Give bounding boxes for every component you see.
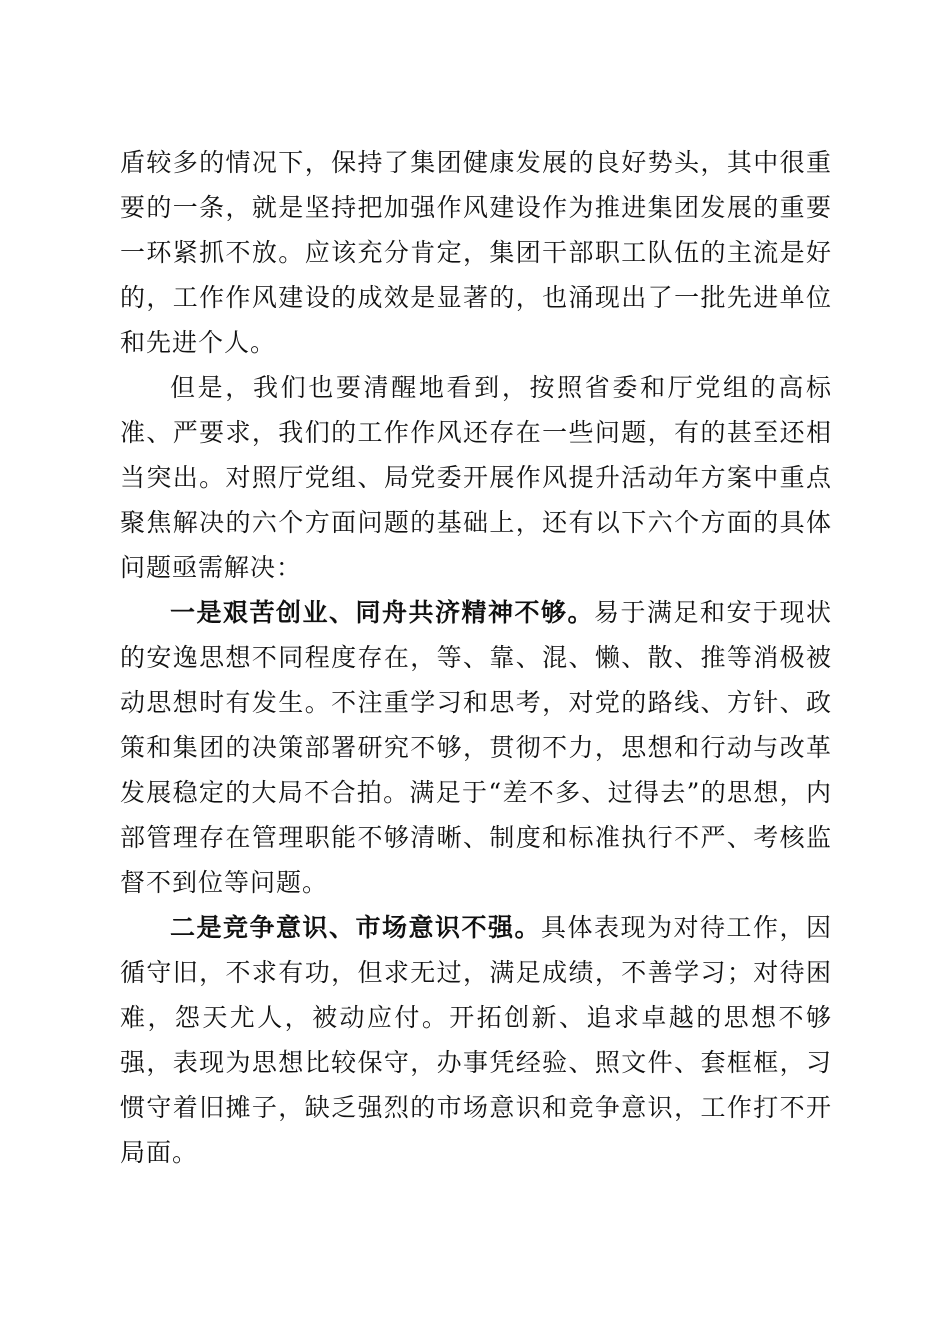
paragraph-point-two (120, 905, 832, 1175)
paragraph-continuation (120, 140, 832, 365)
paragraph-lead-heading: 二是竞争意识、市场意识不强。 (170, 913, 541, 942)
paragraph-problems-intro (120, 365, 832, 590)
paragraph-text: 盾较多的情况下，保持了集团健康发展的良好势头，其中很重要的一条，就是坚持把加强作风建设作为推进集团发展的重要一环紧抓不放。应该充分肯定，集团干部职工队伍的主流是好的，工作作风建设的成效是显著的，也涌现出了一批先进单位和先进个人。 (120, 148, 832, 357)
paragraph-text: 但是，我们也要清醒地看到，按照省委和厅党组的高标准、严要求，我们的工作作风还存在一些问题，有的甚至还相当突出。对照厅党组、局党委开展作风提升活动年方案中重点聚焦解决的六个方面问题的基础上，还有以下六个方面的具体问题亟需解决： (120, 373, 832, 582)
paragraph-point-one (120, 590, 832, 905)
document-body (120, 140, 832, 1175)
paragraph-text: 易于满足和安于现状的安逸思想不同程度存在，等、靠、混、懒、散、推等消极被动思想时有发生。不注重学习和思考，对党的路线、方针、政策和集团的决策部署研究不够，贯彻不力，思想和行动与改革发展稳定的大局不合拍。满足于“差不多、过得去”的思想，内部管理存在管理职能不够清晰、制度和标准执行不严、考核监督不到位等问题。 (120, 598, 832, 897)
paragraph-text: 具体表现为对待工作，因循守旧，不求有功，但求无过，满足成绩，不善学习；对待困难，怨天尤人，被动应付。开拓创新、追求卓越的思想不够强，表现为思想比较保守，办事凭经验、照文件、套框框，习惯守着旧摊子，缺乏强烈的市场意识和竞争意识，工作打不开局面。 (120, 913, 832, 1167)
paragraph-lead-heading: 一是艰苦创业、同舟共济精神不够。 (170, 598, 594, 627)
